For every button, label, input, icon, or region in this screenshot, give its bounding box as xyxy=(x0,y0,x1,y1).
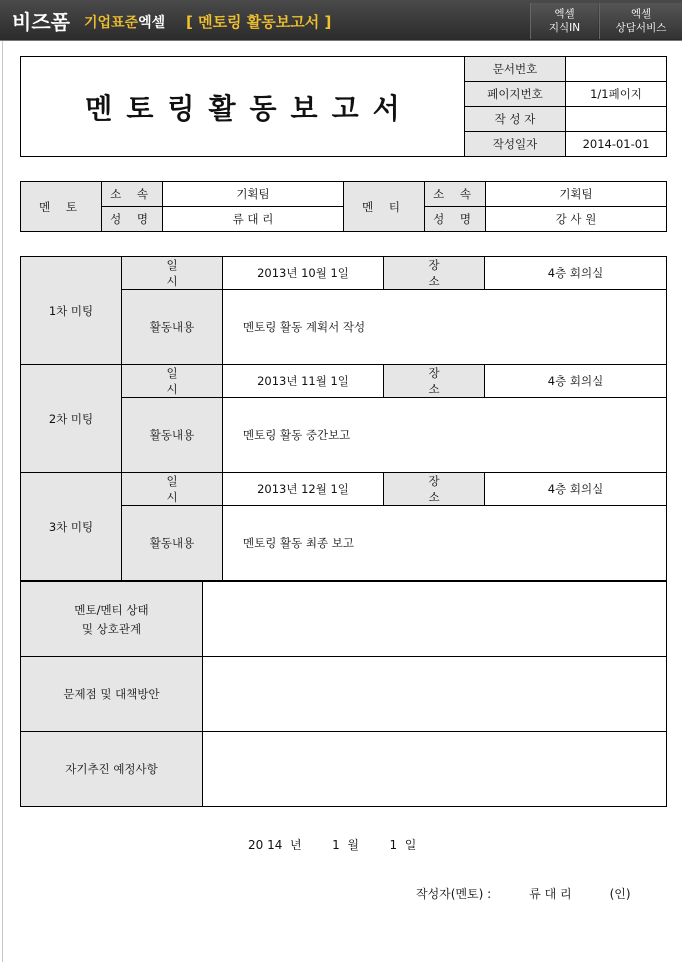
author-value[interactable] xyxy=(566,107,667,132)
meeting3-name: 3차 미팅 xyxy=(21,473,122,581)
mentor-label: 멘 토 xyxy=(21,182,102,232)
author-label: 작 성 자 xyxy=(465,107,566,132)
meeting1-content-label: 활동내용 xyxy=(122,290,223,365)
meeting2-content-label: 활동내용 xyxy=(122,398,223,473)
plans-value[interactable] xyxy=(203,732,667,807)
meeting1-place-label: 장 소 xyxy=(384,257,485,290)
meeting3-content-label: 활동내용 xyxy=(122,506,223,581)
meeting1-date-label: 일 시 xyxy=(122,257,223,290)
mentee-name-value[interactable]: 강 사 원 xyxy=(486,207,667,232)
mentor-table xyxy=(20,181,667,232)
banner-title: [ 멘토링 활동보고서 ] xyxy=(186,13,332,31)
meeting3-date[interactable]: 2013년 12월 1일 xyxy=(223,473,384,506)
signature-line xyxy=(416,885,631,902)
brand-subtitle xyxy=(84,12,165,32)
meeting1-name: 1차 미팅 xyxy=(21,257,122,365)
meeting3-content[interactable]: 멘토링 활동 최종 보고 xyxy=(223,506,667,581)
doc-number-value[interactable] xyxy=(566,57,667,82)
meeting3-date-label: 일 시 xyxy=(122,473,223,506)
issues-value[interactable] xyxy=(203,657,667,732)
meeting3-place-label: 장 소 xyxy=(384,473,485,506)
page-edge xyxy=(2,41,3,962)
seal-mark: (인) xyxy=(609,887,631,901)
report-date[interactable]: 20 14 년 1 월 1 일 xyxy=(248,838,417,852)
button2-line1: 엑셀 xyxy=(630,8,652,20)
relationship-label-line2: 및 상호관계 xyxy=(81,621,142,636)
document-title: 멘토링활동보고서 xyxy=(21,57,465,157)
mentee-dept-label: 소 속 xyxy=(425,182,486,207)
mentee-label: 멘 티 xyxy=(344,182,425,232)
mentee-name-label: 성 명 xyxy=(425,207,486,232)
notes-table xyxy=(20,581,667,807)
top-banner xyxy=(0,0,682,41)
signer-name[interactable]: 류 대 리 xyxy=(529,887,572,901)
page-number-value[interactable]: 1/1페이지 xyxy=(566,82,667,107)
meeting2-date-label: 일 시 xyxy=(122,365,223,398)
mentor-name-value[interactable]: 류 대 리 xyxy=(163,207,344,232)
date-label: 작성일자 xyxy=(465,132,566,157)
excel-knowledge-button[interactable] xyxy=(530,3,598,39)
bizform-logo[interactable]: 비즈폼 xyxy=(12,10,70,34)
meeting2-content[interactable]: 멘토링 활동 중간보고 xyxy=(223,398,667,473)
meeting1-place[interactable]: 4층 회의실 xyxy=(485,257,667,290)
mentee-dept-value[interactable]: 기획팀 xyxy=(486,182,667,207)
page-number-label: 페이지번호 xyxy=(465,82,566,107)
meeting2-name: 2차 미팅 xyxy=(21,365,122,473)
meetings-table xyxy=(20,256,667,581)
mentor-dept-label: 소 속 xyxy=(102,182,163,207)
brand-part1: 기업표준 xyxy=(84,15,139,31)
meeting2-place-label: 장 소 xyxy=(384,365,485,398)
excel-consult-button[interactable] xyxy=(599,3,682,39)
button2-line2: 상담서비스 xyxy=(615,22,667,34)
meeting2-date[interactable]: 2013년 11월 1일 xyxy=(223,365,384,398)
brand-part2: 엑셀 xyxy=(138,15,166,31)
meeting1-content[interactable]: 멘토링 활동 계획서 작성 xyxy=(223,290,667,365)
signer-label: 작성자(멘토) : xyxy=(416,887,492,901)
mentor-dept-value[interactable]: 기획팀 xyxy=(163,182,344,207)
mentor-name-label: 성 명 xyxy=(102,207,163,232)
button1-line2: 지식IN xyxy=(548,22,581,34)
doc-number-label: 문서번호 xyxy=(465,57,566,82)
relationship-value[interactable] xyxy=(203,582,667,657)
meeting2-place[interactable]: 4층 회의실 xyxy=(485,365,667,398)
meeting3-place[interactable]: 4층 회의실 xyxy=(485,473,667,506)
meeting1-date[interactable]: 2013년 10월 1일 xyxy=(223,257,384,290)
button1-line1: 엑셀 xyxy=(554,8,575,20)
issues-label: 문제점 및 대책방안 xyxy=(21,657,203,732)
relationship-label-line1: 멘토/멘티 상태 xyxy=(74,602,149,617)
date-value[interactable]: 2014-01-01 xyxy=(566,132,667,157)
header-table xyxy=(20,56,667,157)
relationship-label xyxy=(21,582,203,657)
plans-label: 자기추진 예정사항 xyxy=(21,732,203,807)
